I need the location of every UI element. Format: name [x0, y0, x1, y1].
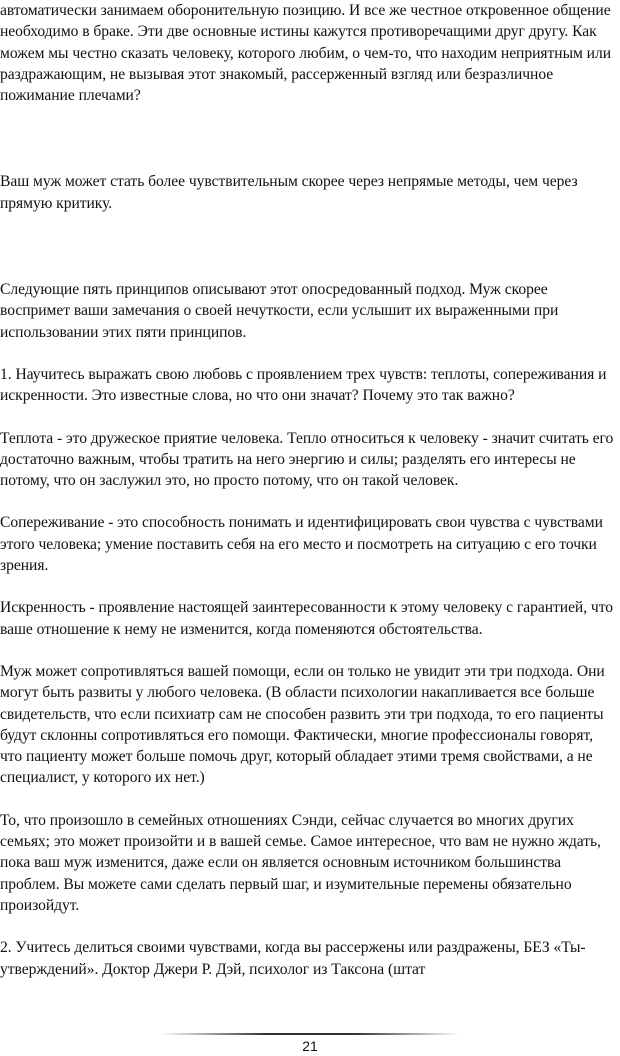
page-number: 21: [302, 1038, 318, 1054]
paragraph: автоматически занимаем оборонительную позицию. И все же честное откровенное общение необходимо в браке. Эти две основные истины кажутся противоречащими друг другу. Как можем мы честно сказать человеку, которого любим, о чем-то, что находим неприятным или раздражающим, не вызывая этот знакомый, рассерженный взгляд или безразличное пожимание плечами?: [0, 2, 611, 105]
paragraph: 1. Научитесь выражать свою любовь с проявлением трех чувств: теплоты, сопереживания и искренности. Это известные слова, но что они значат? Почему это так важно?: [0, 365, 607, 405]
footer-divider: [160, 1033, 460, 1035]
paragraph: 2. Учитесь делиться своими чувствами, когда вы рассержены или раздражены, БЕЗ «Ты-утверждений». Доктор Джери Р. Дэй, психолог из Таксона (штат: [0, 939, 586, 978]
paragraph: Искренность - проявление настоящей заинтересованности к этому человеку с гарантией, что ваше отношение к нему не изменится, когда поменяются обстоятельства.: [0, 599, 614, 638]
paragraph: Сопереживание - это способность понимать и идентифицировать свои чувства с чувствами этого человека; умение поставить себя на его место и посмотреть на ситуацию с его точки зрения.: [0, 514, 603, 575]
paragraph: Муж может сопротивляться вашей помощи, если он только не увидит эти три подхода. Они могут быть развиты у любого человека. (В области психологии накапливается все больше свидетельств, что если психиатр сам не способен развить эти три подхода, то его пациенты будут склонны сопротивляться его помощи. Фактически, многие профессионалы говорят, что пациенту может больше помочь друг, который обладает этими тремя свойствами, а не специалист, у которого их нет.): [0, 662, 605, 787]
paragraph: То, что произошло в семейных отношениях Сэнди, сейчас случается во многих других семьях; это может произойти и в вашей семье. Самое интересное, что вам не нужно ждать, пока ваш муж изменится, даже если он является основным источником большинства проблем. Вы можете сами сделать первый шаг, и изумительные перемены обязательно произойдут.: [0, 811, 601, 914]
paragraph: Следующие пять принципов описывают этот опосредованный подход. Муж скорее воспримет ваши замечания о своей нечуткости, если услышит их выраженными при использовании этих пяти принципов.: [0, 281, 559, 341]
paragraph: Теплота - это дружеское приятие человека. Тепло относиться к человеку - значит считать его достаточно важным, чтобы тратить на него энергию и силы; разделять его интересы не потому, что он заслужил это, но просто потому, что он такой человек.: [0, 429, 614, 490]
paragraph: Ваш муж может стать более чувствительным скорее через непрямые методы, чем через прямую критику.: [0, 173, 578, 212]
